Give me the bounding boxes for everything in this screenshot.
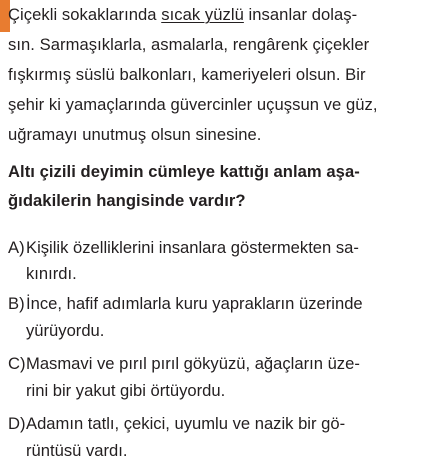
option-a-line-1: Kişilik özelliklerini insanlara göstermekten sa-: [26, 238, 359, 257]
option-c-letter: C): [8, 354, 26, 373]
option-d-letter: D): [8, 414, 26, 433]
question-line-2: ğıdakilerin hangisinde vardır?: [8, 191, 246, 210]
passage-line-1-start: Çiçekli sokaklarında: [8, 5, 162, 24]
option-b-line-2: yürüyordu.: [26, 321, 105, 340]
option-d-line-2: rüntüsü vardı.: [26, 441, 128, 460]
passage-line-1-end: insanlar dolaş-: [243, 5, 358, 24]
option-b-letter: B): [8, 294, 25, 313]
option-b-line-1: İnce, hafif adımlarla kuru yaprakların üzerinde: [26, 294, 363, 313]
underlined-idiom: sıcak yüzlü: [161, 5, 244, 24]
passage-line-1: [8, 4, 357, 26]
option-a-letter: A): [8, 238, 25, 257]
question-line-1: Altı çizili deyimin cümleye kattığı anlam aşa-: [8, 162, 360, 181]
option-c-line-2: rini bir yakut gibi örtüyordu.: [26, 381, 226, 400]
passage-line-4: şehir ki yamaçlarında güvercinler uçuşsun ve güz,: [8, 95, 378, 114]
passage-line-2: sın. Sarmaşıklarla, asmalarla, rengârenk çiçekler: [8, 35, 370, 54]
option-a-line-2: kınırdı.: [26, 264, 77, 283]
option-c-line-1: Masmavi ve pırıl pırıl gökyüzü, ağaçların üze-: [26, 354, 360, 373]
passage-line-5: uğramayı unutmuş olsun sinesine.: [8, 125, 262, 144]
option-d-line-1: Adamın tatlı, çekici, uyumlu ve nazik bir gö-: [26, 414, 346, 433]
passage-line-3: fışkırmış süslü balkonları, kameriyeleri olsun. Bir: [8, 65, 366, 84]
